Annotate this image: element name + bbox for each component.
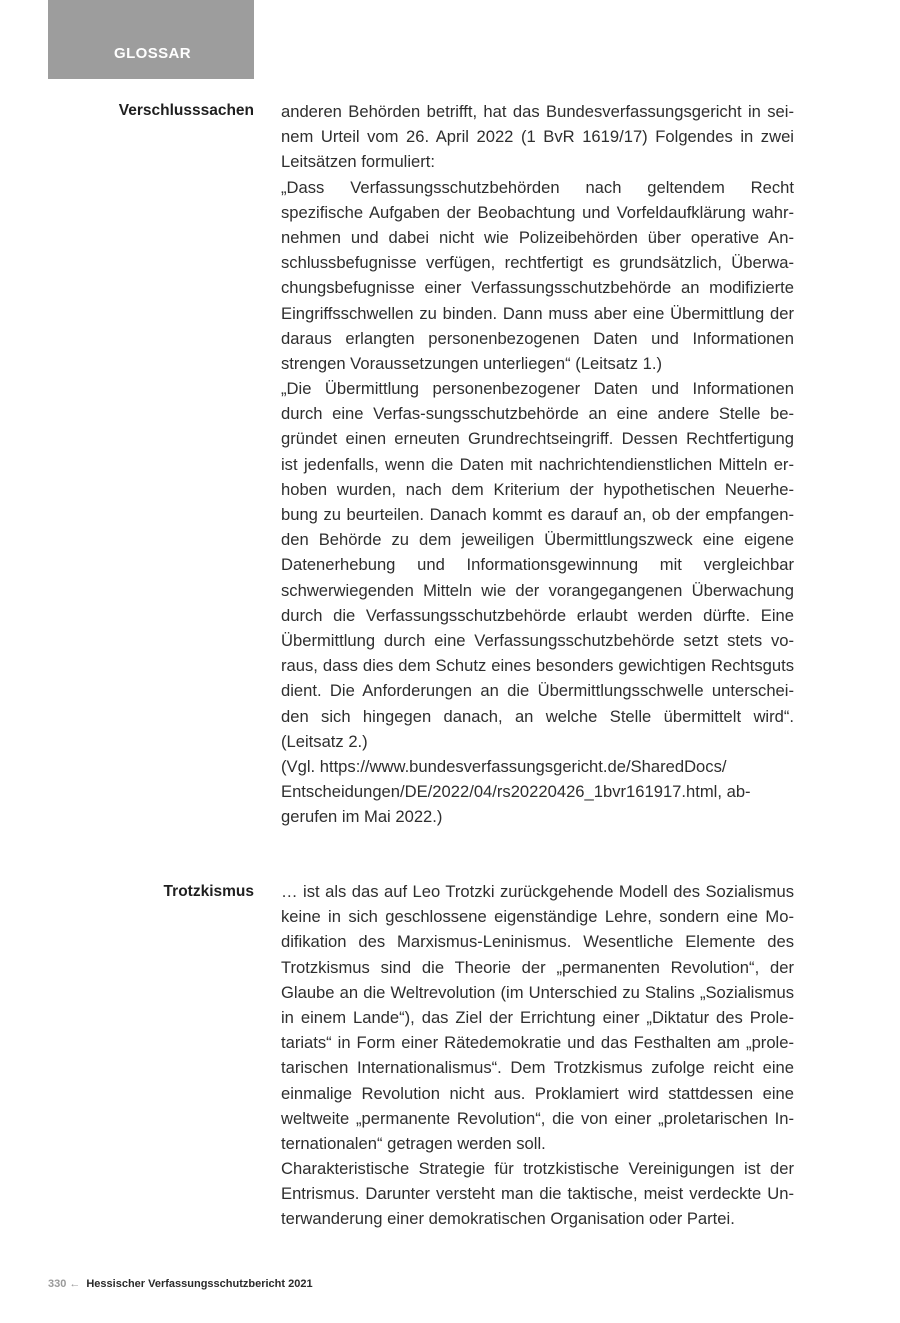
text-line: daraus erlangten personenbezogenen Daten und Informationen bbox=[281, 328, 794, 348]
text-line: Glaube an die Weltrevolution (im Unterschied zu Stalins „Sozialismus bbox=[281, 982, 794, 1002]
text-line: … ist als das auf Leo Trotzki zurückgehende Modell des Sozialismus bbox=[281, 882, 794, 901]
text-line: Übermittlung durch eine Verfassungsschutzbehörde setzt stets vo- bbox=[281, 630, 794, 650]
text-line: raus, dass dies dem Schutz eines besonders gewichtigen Rechtsguts bbox=[281, 656, 794, 676]
text-line: den sich hingegen danach, an welche Stelle übermittelt wird“. bbox=[281, 706, 794, 726]
text-line: keine in sich geschlossene eigenständige Lehre, sondern eine Mo- bbox=[281, 907, 794, 927]
text-line: Eingriffsschwellen zu binden. Dann muss aber eine Übermittlung der bbox=[281, 303, 794, 323]
page-number: 330 bbox=[48, 1278, 67, 1290]
text-line: nem Urteil vom 26. April 2022 (1 BvR 1619/17) Folgendes in zwei bbox=[281, 127, 794, 147]
text-line: schwerwiegenden Mitteln wie der vorangegangenen Überwachung bbox=[281, 580, 794, 600]
glossary-term: Verschlusssachen bbox=[118, 102, 254, 119]
text-line: terwanderung einer demokratischen Organisation oder Partei. bbox=[281, 1209, 735, 1229]
section-label: GLOSSAR bbox=[114, 45, 191, 62]
text-line: Datenerhebung und Informationsgewinnung mit vergleichbar bbox=[281, 555, 794, 575]
text-line: anderen Behörden betrifft, hat das Bundesverfassungsgericht in sei- bbox=[281, 102, 794, 121]
text-line: bung zu beurteilen. Danach kommt es darauf an, ob der empfangen- bbox=[281, 505, 794, 524]
text-line: einmalige Revolution nicht aus. Proklamiert wird stattdessen eine bbox=[281, 1083, 794, 1103]
text-line: (Vgl. https://www.bundesverfassungsgericht.de/SharedDocs/ bbox=[281, 756, 727, 776]
arrow-left-icon: ← bbox=[69, 1278, 81, 1290]
text-line: ist jedenfalls, wenn die Daten mit nachrichtendienstlichen Mitteln er- bbox=[281, 454, 794, 474]
glossary-term: Trotzkismus bbox=[163, 883, 254, 900]
text-line: difikation des Marxismus-Leninismus. Wesentliche Elemente des bbox=[281, 932, 794, 952]
text-line: Entscheidungen/DE/2022/04/rs20220426_1bvr161917.html, ab- bbox=[281, 782, 751, 802]
text-line: nehmen und dabei nicht wie Polizeibehörden über operative An- bbox=[281, 227, 794, 247]
text-line: hoben wurden, nach dem Kriterium der hypothetischen Neuerhe- bbox=[281, 479, 794, 499]
text-line: Entrismus. Darunter versteht man die taktische, meist verdeckte Un- bbox=[281, 1184, 794, 1204]
text-line: tariats“ in Form einer Rätedemokratie und das Festhalten am „prole- bbox=[281, 1033, 794, 1053]
text-line: spezifische Aufgaben der Beobachtung und Vorfeldaufklärung wahr- bbox=[281, 202, 794, 222]
text-line: weltweite „permanente Revolution“, die von einer „proletarischen In- bbox=[281, 1108, 794, 1128]
page-footer bbox=[48, 1278, 313, 1290]
text-line: Trotzkismus sind die Theorie der „permanenten Revolution“, der bbox=[281, 957, 794, 977]
glossary-entry-text bbox=[281, 879, 794, 1232]
text-line: in einem Lande“), das Ziel der Errichtung einer „Diktatur des Prole- bbox=[281, 1007, 794, 1027]
text-line: „Dass Verfassungsschutzbehörden nach geltendem Recht bbox=[281, 177, 794, 197]
text-line: den Behörde zu dem jeweiligen Übermittlungszweck eine eigene bbox=[281, 530, 794, 550]
glossary-entry-text bbox=[281, 99, 794, 829]
text-line: gründet einen erneuten Grundrechtseingriff. Dessen Rechtfertigung bbox=[281, 429, 794, 449]
text-line: (Leitsatz 2.) bbox=[281, 731, 368, 751]
section-tab bbox=[48, 0, 254, 79]
text-line: „Die Übermittlung personenbezogener Daten und Informationen bbox=[281, 379, 794, 399]
text-line: strengen Voraussetzungen unterliegen“ (Leitsatz 1.) bbox=[281, 353, 662, 373]
text-line: tarischen Internationalismus“. Dem Trotzkismus zufolge reicht eine bbox=[281, 1058, 794, 1078]
text-line: chungsbefugnisse einer Verfassungsschutzbehörde an modifizierte bbox=[281, 278, 794, 298]
text-line: ternationalen“ getragen werden soll. bbox=[281, 1133, 546, 1153]
publication-title: Hessischer Verfassungsschutzbericht 2021 bbox=[86, 1278, 313, 1290]
text-line: schlussbefugnisse verfügen, rechtfertigt es grundsätzlich, Überwa- bbox=[281, 253, 794, 273]
text-line: Leitsätzen formuliert: bbox=[281, 152, 436, 172]
text-line: dient. Die Anforderungen an die Übermittlungsschwelle unterschei- bbox=[281, 681, 794, 701]
text-line: durch die Verfassungsschutzbehörde erlaubt werden dürfte. Eine bbox=[281, 605, 794, 625]
text-line: Charakteristische Strategie für trotzkistische Vereinigungen ist der bbox=[281, 1159, 794, 1179]
text-line: gerufen im Mai 2022.) bbox=[281, 807, 443, 827]
text-line: durch eine Verfas-sungsschutzbehörde an eine andere Stelle be- bbox=[281, 404, 794, 424]
